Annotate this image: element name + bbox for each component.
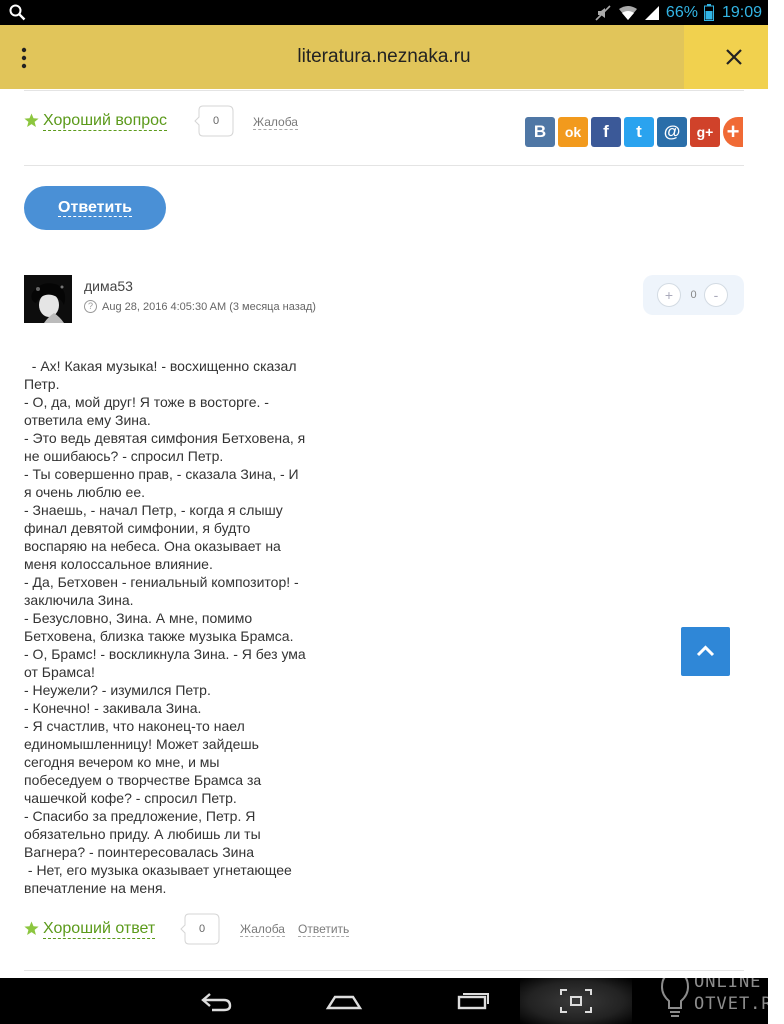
mute-icon: [594, 4, 612, 22]
counter-value: 0: [198, 923, 206, 935]
answer-line: - Ах! Какая музыка! - восхищенно сказал: [24, 358, 297, 374]
system-nav-bar: [0, 978, 768, 1024]
reply-link[interactable]: Ответить: [298, 922, 350, 936]
answer-line: заключила Зина.: [24, 592, 134, 608]
signal-icon: [644, 5, 660, 21]
divider: [24, 165, 744, 166]
vote-count: 0: [690, 289, 697, 301]
answer-line: меня колоссальное влияние.: [24, 556, 213, 572]
home-icon[interactable]: [325, 988, 363, 1014]
answer-line: - Нет, его музыка оказывает угнетающее: [24, 862, 292, 878]
answer-line: - Да, Бетховен - гениальный композитор! -: [24, 574, 299, 590]
answer-line: побеседуем о творчестве Брамса за: [24, 772, 262, 788]
screenshot-icon[interactable]: [558, 987, 594, 1015]
good-question-counter: [194, 105, 234, 137]
lightbulb-icon: [658, 970, 692, 1020]
back-icon[interactable]: [198, 988, 234, 1014]
answer-line: - Знаешь, - начал Петр, - когда я слышу: [24, 502, 283, 518]
answer-button-label: Ответить: [58, 199, 132, 216]
answer-line: - Конечно! - закивала Зина.: [24, 700, 202, 716]
watermark-line2: OTVET.RU: [694, 994, 784, 1014]
battery-percent: 66%: [665, 3, 698, 21]
answer-line: от Брамса!: [24, 664, 95, 680]
scroll-to-top-button[interactable]: [681, 627, 730, 676]
upvote-button[interactable]: +: [657, 283, 681, 307]
vote-widget: [643, 275, 744, 315]
search-icon[interactable]: [9, 4, 26, 21]
answer-line: впечатление на меня.: [24, 880, 167, 896]
answer-line: единомышленницу! Может зайдешь: [24, 736, 259, 752]
good-answer-link[interactable]: Хороший ответ: [43, 920, 156, 937]
star-icon: [24, 921, 39, 936]
answer-line: - О, да, мой друг! Я тоже в восторге. -: [24, 394, 269, 410]
twitter-icon[interactable]: t: [624, 117, 654, 147]
answer-line: - Безусловно, Зина. А мне, помимо: [24, 610, 253, 626]
answer-line: - Я счастлив, что наконец-то наел: [24, 718, 245, 734]
answer-line: - Неужели? - изумился Петр.: [24, 682, 211, 698]
answer-line: - Спасибо за предложение, Петр. Я: [24, 808, 256, 824]
divider: [24, 90, 744, 91]
answer-line: не ошибаюсь? - спросил Петр.: [24, 448, 224, 464]
good-question-link[interactable]: Хороший вопрос: [43, 112, 168, 129]
avatar-image: [24, 275, 72, 323]
divider: [24, 970, 744, 971]
watermark: [656, 968, 784, 1024]
avatar[interactable]: [24, 275, 72, 323]
vk-icon[interactable]: B: [525, 117, 555, 147]
downvote-button[interactable]: -: [704, 283, 728, 307]
mailru-icon[interactable]: @: [657, 117, 687, 147]
answer-button[interactable]: [24, 186, 166, 230]
answer-line: Бетховена, близка также музыка Брамса.: [24, 628, 294, 644]
answer-line: чашечкой кофе? - спросил Петр.: [24, 790, 237, 806]
status-bar: [0, 0, 768, 25]
facebook-icon[interactable]: f: [591, 117, 621, 147]
googleplus-icon[interactable]: g+: [690, 117, 720, 147]
counter-value: 0: [212, 115, 220, 127]
answer-line: обязательно приду. А любишь ли ты: [24, 826, 261, 842]
wifi-icon: [618, 5, 638, 21]
answer-line: Петр.: [24, 376, 60, 392]
answer-line: я очень люблю ее.: [24, 484, 146, 500]
recent-apps-icon[interactable]: [455, 988, 491, 1014]
answer-meta: [84, 300, 316, 313]
star-icon: [24, 113, 39, 128]
close-icon[interactable]: [722, 45, 746, 69]
answer-line: воспаряю на небеса. Она оказывает на: [24, 538, 281, 554]
answer-line: - О, Брамс! - воскликнула Зина. - Я без ума: [24, 646, 306, 662]
answer-date: Aug 28, 2016 4:05:30 AM (3 месяца назад): [102, 300, 316, 313]
odnoklassniki-icon[interactable]: ok: [558, 117, 588, 147]
battery-icon: [704, 4, 714, 21]
answer-line: сегодня вечером ко мне, и мы: [24, 754, 220, 770]
complaint-link[interactable]: Жалоба: [253, 115, 298, 129]
question-circle-icon: ?: [84, 300, 97, 313]
more-icon[interactable]: +: [723, 117, 743, 147]
watermark-line1: ONLINE: [694, 972, 762, 992]
good-answer-counter: [180, 913, 220, 945]
username[interactable]: дима53: [84, 278, 133, 294]
answer-line: - Ты совершенно прав, - сказала Зина, - И: [24, 466, 299, 482]
browser-address-bar: [0, 25, 768, 89]
complaint-link[interactable]: Жалоба: [240, 922, 285, 936]
answer-line: Вагнера? - поинтересовалась Зина: [24, 844, 255, 860]
answer-line: - Это ведь девятая симфония Бетховена, я: [24, 430, 306, 446]
answer-line: финал девятой симфонии, я будто: [24, 520, 251, 536]
share-buttons: [525, 117, 743, 147]
answer-text: [24, 357, 334, 897]
chevron-up-icon: [681, 627, 730, 676]
answer-line: ответила ему Зина.: [24, 412, 151, 428]
clock: 19:09: [721, 3, 762, 21]
url-text[interactable]: literatura.neznaka.ru: [297, 46, 471, 67]
